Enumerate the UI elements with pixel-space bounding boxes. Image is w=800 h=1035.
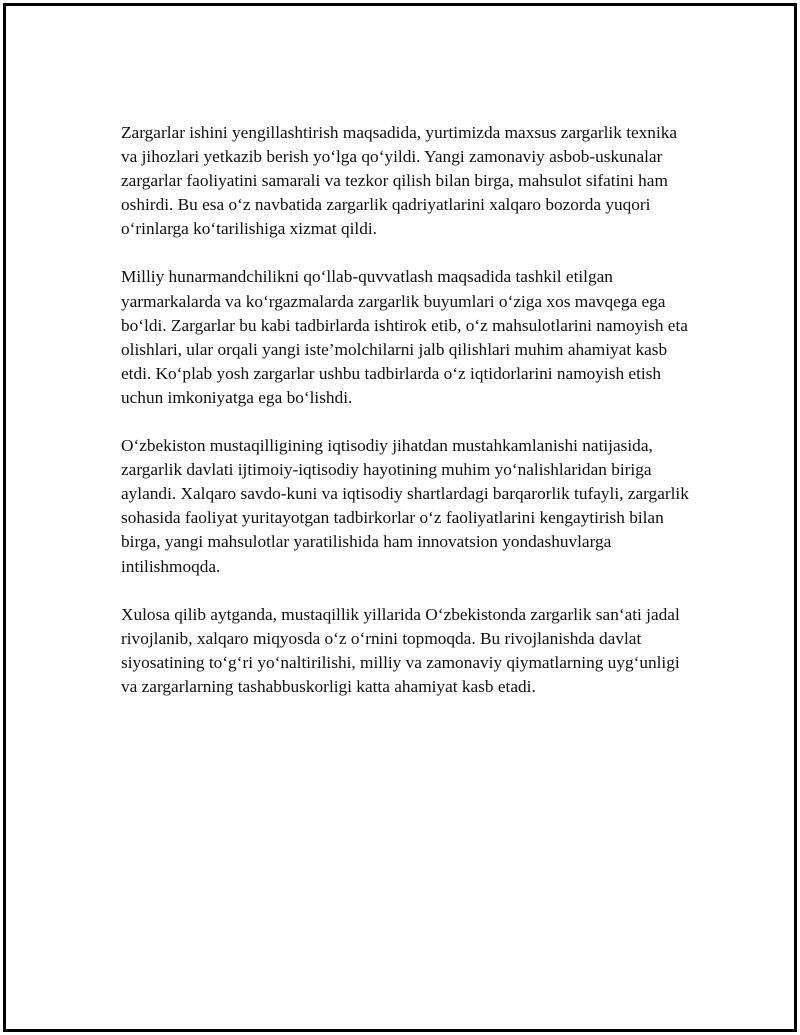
page-frame bbox=[3, 3, 797, 1032]
document-body bbox=[121, 121, 696, 723]
paragraph-3: O‘zbekiston mustaqilligining iqtisodiy jihatdan mustahkamlanishi natijasida, zargarlik davlati ijtimoiy-iqtisodiy hayotining muhim yo‘nalishlaridan biriga aylandi. Xalqaro savdo-kuni va iqtisodiy shartlardagi barqarorlik tufayli, zargarlik sohasida faoliyat yuritayotgan tadbirkorlar o‘z faoliyatlarini kengaytirish bilan birga, yangi mahsulotlar yaratilishida ham innovatsion yondashuvlarga intilishmoqda. bbox=[121, 436, 689, 576]
paragraph-1: Zargarlar ishini yengillashtirish maqsadida, yurtimizda maxsus zargarlik texnika va jihozlari yetkazib berish yo‘lga qo‘yildi. Yangi zamonaviy asbob-uskunalar zargarlar faoliyatini samarali va tezkor qilish bilan birga, mahsulot sifatini ham oshirdi. Bu esa o‘z navbatida zargarlik qadriyatlarini xalqaro bozorda yuqori o‘rinlarga ko‘tarilishiga xizmat qildi. bbox=[121, 123, 678, 239]
paragraph-2: Milliy hunarmandchilikni qo‘llab-quvvatlash maqsadida tashkil etilgan yarmarkalarda va ko‘rgazmalarda zargarlik buyumlari o‘ziga xos mavqega ega bo‘ldi. Zargarlar bu kabi tadbirlarda ishtirok etib, o‘z mahsulotlarini namoyish eta olishlari, ular orqali yangi iste’molchilarni jalb qilishlari muhim ahamiyat kasb etdi. Ko‘plab yosh zargarlar ushbu tadbirlarda o‘z iqtidorlarini namoyish etish uchun imkoniyatga ega bo‘lishdi. bbox=[121, 267, 688, 407]
paragraph-4: Xulosa qilib aytganda, mustaqillik yillarida O‘zbekistonda zargarlik san‘ati jadal rivojlanib, xalqaro miqyosda o‘z o‘rnini topmoqda. Bu rivojlanishda davlat siyosatining to‘g‘ri yo‘naltirilishi, milliy va zamonaviy qiymatlarning uyg‘unligi va zargarlarning tashabbuskorligi katta ahamiyat kasb etadi. bbox=[121, 604, 680, 696]
